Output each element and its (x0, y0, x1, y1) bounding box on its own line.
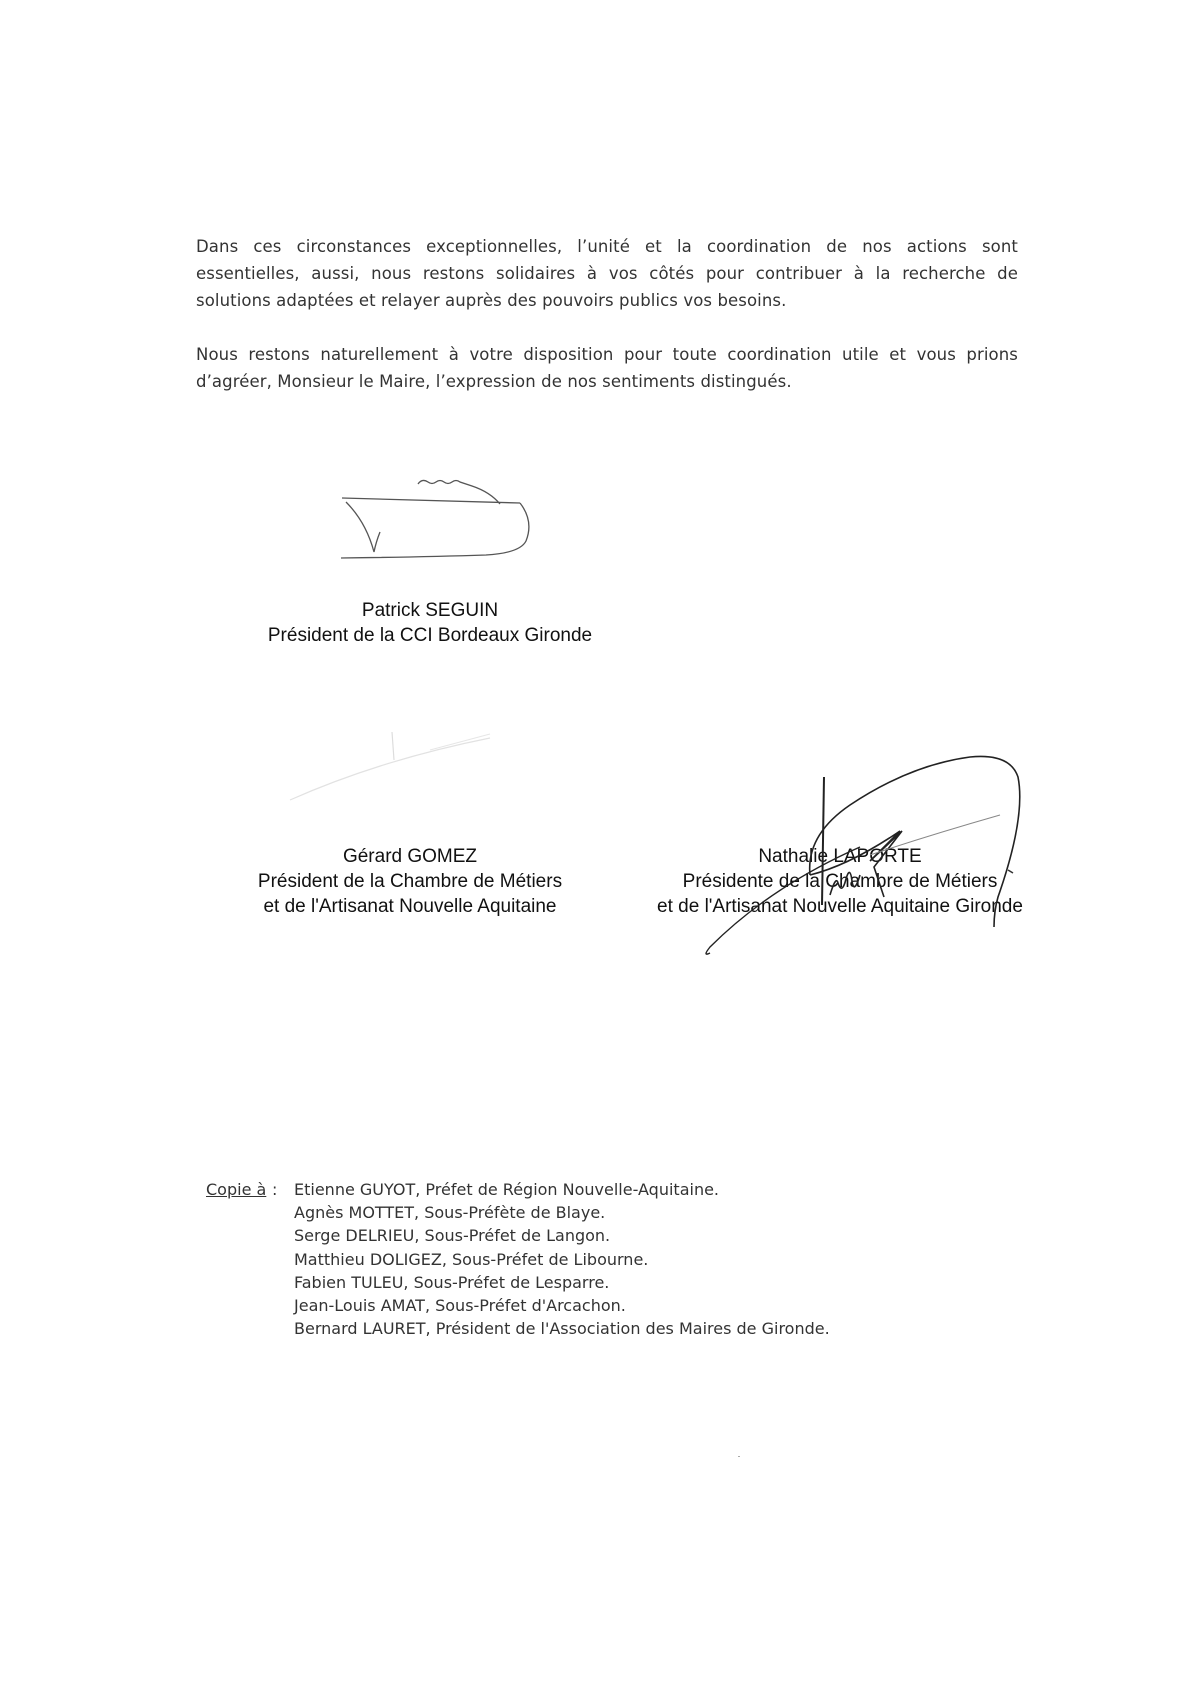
closing-paragraph-1 (196, 233, 1018, 314)
signatory-seguin (240, 598, 620, 648)
copies-recipient: Fabien TULEU, Sous-Préfet de Lesparre. (294, 1272, 610, 1292)
paragraph-line: essentielles, aussi, nous restons solidaires à vos côtés pour contribuer à la recherche de (196, 264, 1018, 283)
copies-label: Copie à (206, 1180, 267, 1199)
copies-separator: : (272, 1180, 278, 1199)
signatory-title: Président de la CCI Bordeaux Gironde (267, 625, 593, 646)
scan-speck (738, 1456, 740, 1457)
signatory-title: Président de la Chambre de Métiers (257, 871, 563, 892)
paragraph-line: d’agréer, Monsieur le Maire, l’expression de nos sentiments distingués. (196, 372, 792, 391)
signature-gomez-icon (280, 720, 540, 810)
signatory-title: et de l'Artisanat Nouvelle Aquitaine Gironde (657, 896, 1023, 917)
copies-recipient: Bernard LAURET, Président de l'Association des Maires de Gironde. (294, 1319, 830, 1339)
signatory-gomez (220, 844, 600, 919)
signature-laporte-icon (690, 745, 1030, 960)
copies-recipient-list (294, 1178, 994, 1340)
copies-recipient: Etienne GUYOT, Préfet de Région Nouvelle-Aquitaine. (294, 1180, 720, 1199)
paragraph-line: Dans ces circonstances exceptionnelles, l’unité et la coordination de nos actions sont (196, 237, 1018, 256)
signatory-name: Patrick SEGUIN (361, 600, 499, 621)
copies-recipient: Agnès MOTTET, Sous-Préfète de Blaye. (294, 1203, 606, 1223)
signatory-title: et de l'Artisanat Nouvelle Aquitaine (263, 896, 557, 917)
signatory-name: Nathalie LAPORTE (758, 846, 922, 867)
copies-recipient: Serge DELRIEU, Sous-Préfet de Langon. (294, 1226, 611, 1246)
signature-seguin-icon (330, 470, 550, 560)
paragraph-line: Nous restons naturellement à votre disposition pour toute coordination utile et vous prions (196, 345, 1018, 364)
copies-recipient: Matthieu DOLIGEZ, Sous-Préfet de Libourne. (294, 1249, 649, 1269)
closing-paragraph-2 (196, 341, 1018, 395)
signatory-title: Présidente de la Chambre de Métiers (682, 871, 998, 892)
paragraph-line: solutions adaptées et relayer auprès des pouvoirs publics vos besoins. (196, 291, 787, 310)
copies-recipient: Jean-Louis AMAT, Sous-Préfet d'Arcachon. (294, 1296, 626, 1316)
signatory-name: Gérard GOMEZ (342, 846, 478, 867)
